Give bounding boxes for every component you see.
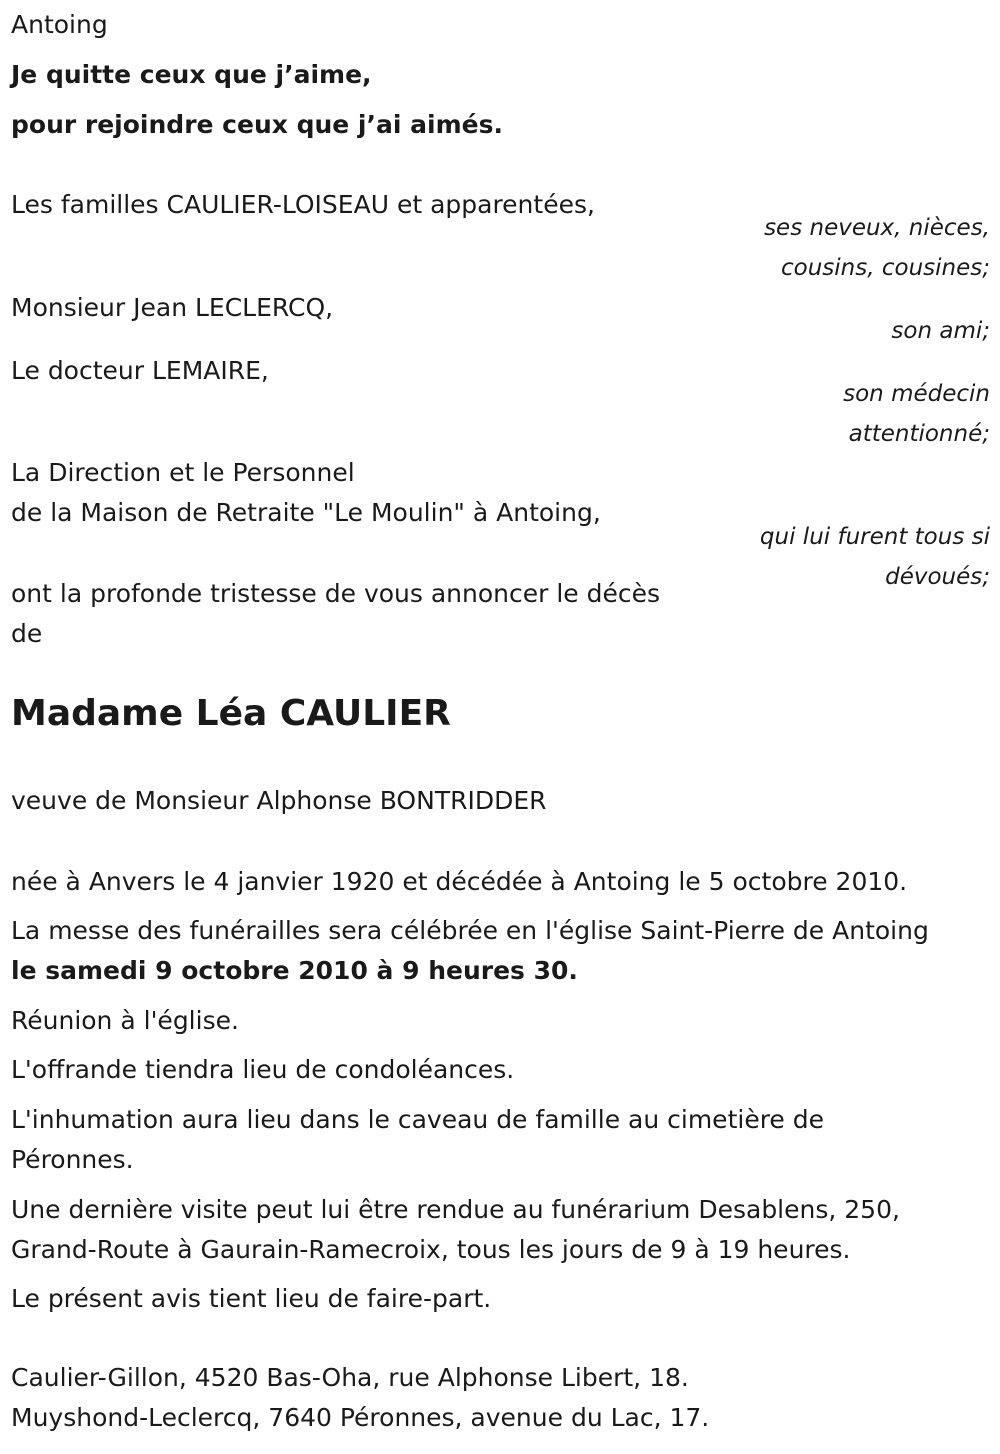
visit-line-1: Une dernière visite peut lui être rendue au funérarium Desablens, 250, [11, 1195, 900, 1224]
birth-death: née à Anvers le 4 janvier 1920 et décédée à Antoing le 5 octobre 2010. [11, 867, 908, 896]
relation-families-line-2: cousins, cousines; [781, 255, 990, 281]
visit-line-2: Grand-Route à Gaurain-Ramecroix, tous les jours de 9 à 19 heures. [11, 1235, 851, 1264]
location: Antoing [11, 10, 108, 39]
announcer-retirement-home-line-2: de la Maison de Retraite "Le Moulin" à Antoing, [11, 498, 601, 527]
funeral-date: le samedi 9 octobre 2010 à 9 heures 30. [11, 956, 578, 985]
address-line-1: Caulier-Gillon, 4520 Bas-Oha, rue Alphonse Libert, 18. [11, 1363, 689, 1392]
relation-retirement-home-line-2: dévoués; [885, 564, 990, 590]
epigraph-line-1: Je quitte ceux que j’aime, [11, 60, 372, 89]
burial-line-1: L'inhumation aura lieu dans le caveau de famille au cimetière de [11, 1105, 825, 1134]
burial-line-2: Péronnes. [11, 1145, 134, 1174]
offering: L'offrande tiendra lieu de condoléances. [11, 1055, 515, 1084]
announcer-doctor: Le docteur LEMAIRE, [11, 356, 269, 385]
relation-families-line-1: ses neveux, nièces, [764, 215, 990, 241]
relation-doctor-line-1: son médecin [843, 381, 990, 407]
announcement-line-1: ont la profonde tristesse de vous annoncer le décès [11, 579, 661, 608]
notice: Le présent avis tient lieu de faire-part. [11, 1284, 492, 1313]
announcer-retirement-home-line-1: La Direction et le Personnel [11, 458, 355, 487]
relation-retirement-home-line-1: qui lui furent tous si [759, 524, 990, 550]
meeting: Réunion à l'église. [11, 1006, 239, 1035]
funeral-mass: La messe des funérailles sera célébrée en l'église Saint-Pierre de Antoing [11, 916, 929, 945]
announcement-line-2: de [11, 619, 43, 648]
epigraph-line-2: pour rejoindre ceux que j’ai aimés. [11, 110, 503, 139]
address-line-2: Muyshond-Leclercq, 7640 Péronnes, avenue du Lac, 17. [11, 1403, 710, 1432]
deceased-name: Madame Léa CAULIER [11, 693, 451, 734]
announcer-friend: Monsieur Jean LECLERCQ, [11, 293, 334, 322]
relation-friend: son ami; [891, 318, 990, 344]
widow-of: veuve de Monsieur Alphonse BONTRIDDER [11, 786, 547, 815]
announcer-families: Les familles CAULIER-LOISEAU et apparentées, [11, 190, 595, 219]
relation-doctor-line-2: attentionné; [848, 421, 990, 447]
